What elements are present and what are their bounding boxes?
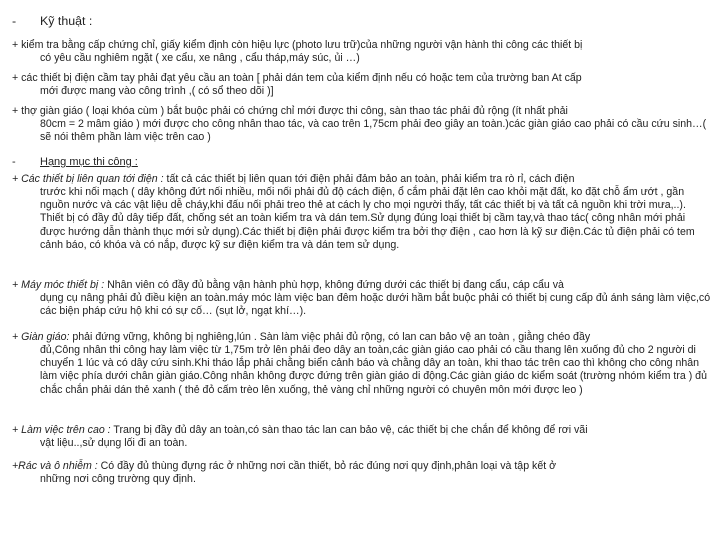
paragraph-first-text: phải đứng vững, không bị nghiêng,lún . Sàn làm việc phải đủ rộng, có lan can bảo vệ an toàn , giằng chéo đầy	[69, 331, 591, 343]
paragraph-continuation: có yêu cầu nghiêm ngặt ( xe cẩu, xe nâng , cẩu tháp,máy súc, ủi …)	[40, 52, 360, 65]
paragraph-first-text: Nhân viên có đầy đủ bằng vận hành phù hợp, không đứng dưới các thiết bị đang cẩu, cáp cẩu và	[104, 279, 564, 291]
paragraph-lead: + Làm việc trên cao :	[12, 424, 111, 436]
paragraph-continuation: những nơi công trường quy định.	[40, 473, 196, 486]
paragraph-rac-o-nhiem	[12, 460, 712, 486]
paragraph-first-line: + thợ giàn giáo ( loại khóa cùm ) bắt buộc phải có chứng chỉ mới được thi công, sàn thao tác phải đủ rộng (ít nhất phải	[12, 105, 568, 117]
paragraph-thiet-bi-dien	[12, 173, 712, 252]
paragraph-first-line: + các thiết bị điện cầm tay phải đạt yêu cầu an toàn [ phải dán tem của kiểm định nếu có hoặc tem của trường ban At cấp	[12, 72, 582, 84]
bullet-dash: -	[12, 14, 17, 28]
paragraph-continuation: mới được mang vào công trình ,( có sổ theo dõi )]	[40, 85, 274, 98]
paragraph-thiet-bi-cam-tay	[12, 72, 712, 98]
section-heading-ky-thuat	[12, 13, 92, 29]
paragraph-may-moc	[12, 279, 712, 318]
paragraph-lead: + Các thiết bị liên quan tới điện :	[12, 173, 164, 185]
paragraph-first-line	[12, 331, 712, 344]
paragraph-first-line: + kiểm tra bằng cấp chứng chỉ, giấy kiểm định còn hiệu lực (photo lưu trữ)của những người vận hành thi công các thiết bị	[12, 39, 583, 51]
paragraph-continuation: trước khi nối mạch ( dây không đứt nối nhiều, mối nối phải đủ độ cách điện, ổ cắm phải đặt lên cao khỏi mặt đất, ko đặt chỗ ẩm ướt , gần nguồn nước và các vật liệu dễ cháy,khi đấu nối phải treo thẻ at cách ly cho mọi người thấy, tất các thiết bị và tất cả nguồn khi trời mưa,..). Thiết bị có đầy đủ dây tiếp đất, chống sét an toàn kiểm tra và dán tem.Sử dụng đúng loại thiết bị cầm tay,và thao tác( công nhân mới phải được hướng dẫn thành thục mới sử dụng).Các thiết bị điện phải được kiểm tra bởi thợ điện , cao hơn là kỹ sư điện.Các tủ điện phải có tem cảnh báo, có khóa và có nắp, được kỹ sư điện kiểm tra và dán tem sử dụng.	[40, 186, 695, 251]
paragraph-first-text: Trang bị đầy đủ dây an toàn,có sàn thao tác lan can bảo vệ, các thiết bị che chắn để không để rơi vãi	[110, 424, 588, 436]
heading-label: Hạng mục thi công :	[40, 156, 138, 168]
paragraph-tho-gian-giao	[12, 105, 712, 144]
paragraph-continuation: đủ,Công nhân thi công hay làm việc từ 1,75m trở lên phải đeo dây an toàn,các giàn giáo cao phải có cầu thang lên xuống đủ cho 2 người di chuyển 1 lúc và có dây cứu sinh.Khi tháo lắp phải chằng biển cảnh báo và chằng dây an toàn, khi thao tác trên cao thì không cho công nhân làm việc phía dưới chân giàn giáo.Công nhân không được đứng trên giàn giáo di động.Các giàn giáo dc kiểm soát (trường nhóm kiểm tra ) đủ chắc chắn phải dán thẻ xanh ( thẻ đỏ cấm trèo lên xuống, thẻ vàng chỉ những người có chuyên môn mới được leo )	[40, 344, 707, 396]
paragraph-bang-cap	[12, 39, 712, 65]
paragraph-lead: + Máy móc thiết bị :	[12, 279, 105, 291]
paragraph-gian-giao	[12, 331, 712, 397]
heading-label: Kỹ thuật :	[40, 14, 93, 28]
paragraph-first-line	[12, 424, 712, 437]
paragraph-continuation: 80cm = 2 mâm giáo ) mới được cho công nhân thao tác, và cao trên 1,75cm phải đeo giây an toàn.)các giàn giáo cao phải có cầu cứu sinh…( sẽ nói thêm phần làm việc trên cao )	[40, 118, 707, 144]
paragraph-continuation: vật liệu..,sử dụng lối đi an toàn.	[40, 437, 188, 450]
paragraph-lam-viec-tren-cao	[12, 424, 712, 450]
paragraph-first-line	[12, 460, 712, 473]
paragraph-first-line	[12, 173, 712, 186]
paragraph-first-text: Có đầy đủ thùng đựng rác ở những nơi cần thiết, bỏ rác đúng nơi quy định,phân loại và tập kết ở	[97, 460, 557, 472]
paragraph-first-text: tất cả các thiết bị liên quan tới điện phải đảm bảo an toàn, phải kiểm tra rò rỉ, cách điện	[163, 173, 575, 185]
section-heading-hang-muc	[12, 155, 138, 169]
paragraph-lead: +Rác và ô nhiễm :	[12, 460, 98, 472]
paragraph-continuation: dụng cụ nâng phải đủ điều kiện an toàn.máy móc làm việc ban đêm hoặc dưới hầm bắt buộc phải có thiết bị cung cấp đủ ánh sáng làm việc,có các biện pháp cứu hộ khi có sự cố… (sụt lở, ngạt khí…).	[40, 292, 711, 318]
paragraph-first-line	[12, 279, 712, 292]
bullet-dash: -	[12, 156, 16, 168]
paragraph-lead: + Giàn giáo:	[12, 331, 70, 343]
